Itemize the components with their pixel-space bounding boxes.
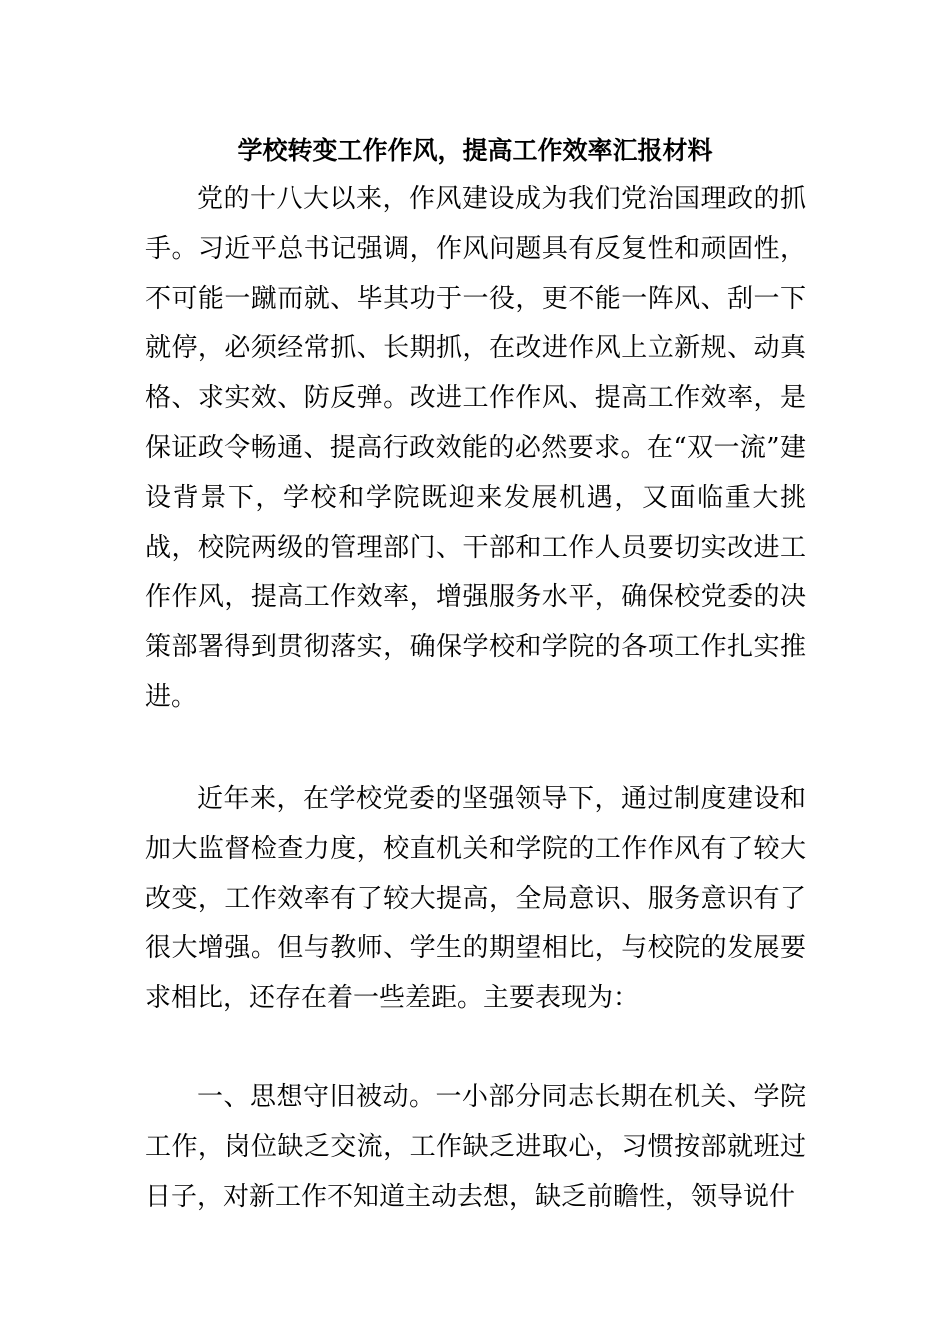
document-title: 学校转变工作作风，提高工作效率汇报材料 bbox=[237, 136, 713, 165]
paragraph-intro: 党的十八大以来，作风建设成为我们党治国理政的抓手。习近平总书记强调，作风问题具有反复性和顽固性，不可能一蹴而就、毕其功于一役，更不能一阵风、刮一下就停，必须经常抓、长期抓，在改进作风上立新规、动真格、求实效、防反弹。改进工作作风、提高工作效率，是保证政令畅通、提高行政效能的必然要求。在“双一流”建设背景下，学校和学院既迎来发展机遇，又面临重大挑战，校院两级的管理部门、干部和工作人员要切实改进工作作风，提高工作效率，增强服务水平，确保校党委的决策部署得到贯彻落实，确保学校和学院的各项工作扎实推进。 bbox=[145, 184, 806, 712]
paragraph-issue-one: 一、思想守旧被动。一小部分同志长期在机关、学院工作，岗位缺乏交流，工作缺乏进取心，习惯按部就班过日子，对新工作不知道主动去想，缺乏前瞻性，领导说什 bbox=[145, 1082, 806, 1212]
paragraph-status: 近年来，在学校党委的坚强领导下，通过制度建设和加大监督检查力度，校直机关和学院的工作作风有了较大改变，工作效率有了较大提高，全局意识、服务意识有了很大增强。但与教师、学生的期望相比，与校院的发展要求相比，还存在着一些差距。主要表现为： bbox=[145, 784, 806, 1014]
